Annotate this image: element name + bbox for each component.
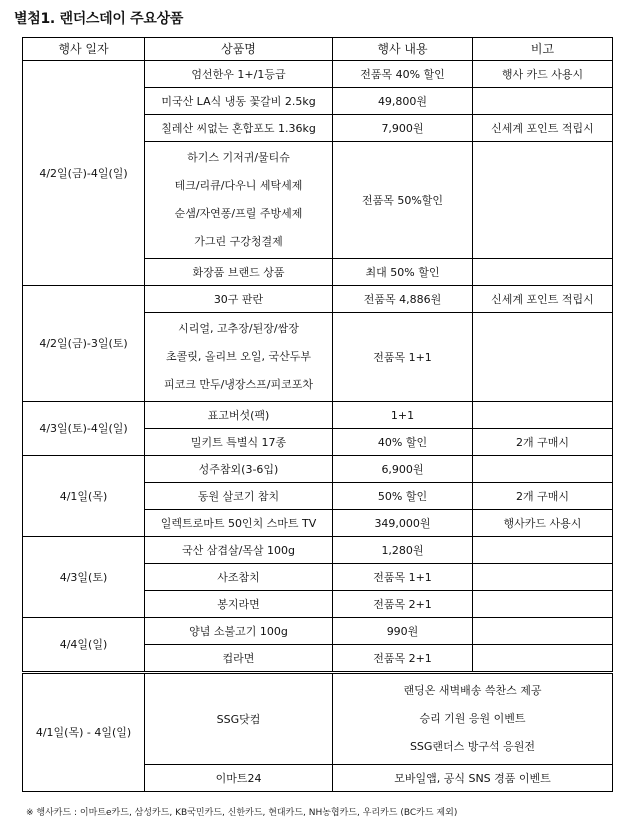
event-cell: 최대 50% 할인 [333,259,473,286]
footnote: ※ 행사카드 : 이마트e카드, 삼성카드, KB국민카드, 신한카드, 현대카드, NH농협카드, 우리카드 (BC카드 제외) [26,808,458,818]
header-event: 행사 내용 [333,38,473,61]
product-cell: 30구 판란 [145,286,333,313]
date-cell: 4/2일(금)-3일(토) [23,286,145,402]
note-cell [473,313,613,402]
note-cell: 2개 구매시 [473,429,613,456]
product-line: 테크/리큐/다우니 세탁세제 [174,179,303,192]
product-cell: 성주참외(3-6입) [145,456,333,483]
event-cell: 1,280원 [333,537,473,564]
note-cell [473,88,613,115]
table-row [23,61,613,88]
event-cell: 전품목 40% 할인 [333,61,473,88]
table-row [23,286,613,313]
product-table [22,37,613,792]
event-cell: 전품목 2+1 [333,591,473,618]
note-cell: 신세계 포인트 적립시 [473,286,613,313]
product-cell: SSG닷컴 [145,673,333,765]
product-cell: 미국산 LA식 냉동 꽃갈비 2.5kg [145,88,333,115]
product-cell: 국산 삼겹살/목살 100g [145,537,333,564]
event-cell: 전품목 4,886원 [333,286,473,313]
event-line: 랜딩온 새벽배송 쓱찬스 제공 [403,684,542,697]
note-cell: 신세계 포인트 적립시 [473,115,613,142]
note-cell: 행사 카드 사용시 [473,61,613,88]
note-cell: 2개 구매시 [473,483,613,510]
product-cell: 표고버섯(팩) [145,402,333,429]
event-cell-multiline [333,673,613,765]
product-line: 초콜릿, 올리브 오일, 국산두부 [166,350,311,363]
note-cell [473,402,613,429]
product-cell: 컵라면 [145,645,333,673]
date-cell: 4/2일(금)-4일(일) [23,61,145,286]
table-row [23,618,613,645]
header-date: 행사 일자 [23,38,145,61]
product-line: 피코크 만두/냉장스프/피코포차 [163,378,314,391]
page-title: 별첨1. 랜더스데이 주요상품 [14,11,184,27]
event-cell: 49,800원 [333,88,473,115]
table-row-online [23,673,613,765]
note-cell [473,142,613,259]
event-cell: 전품목 2+1 [333,645,473,673]
event-cell: 40% 할인 [333,429,473,456]
product-line: 가그린 구강청결제 [194,235,283,248]
date-cell: 4/1일(목) [23,456,145,537]
product-cell: 동원 살코기 참치 [145,483,333,510]
event-cell: 전품목 1+1 [333,564,473,591]
note-cell [473,591,613,618]
note-cell [473,537,613,564]
event-cell: 전품목 1+1 [333,313,473,402]
table-header-row [23,38,613,61]
note-cell: 행사카드 사용시 [473,510,613,537]
table-row [23,402,613,429]
event-cell: 50% 할인 [333,483,473,510]
date-cell: 4/3일(토) [23,537,145,618]
product-cell: 엄선한우 1+/1등급 [145,61,333,88]
product-cell: 화장품 브랜드 상품 [145,259,333,286]
table-row [23,537,613,564]
header-product: 상품명 [145,38,333,61]
event-cell: 990원 [333,618,473,645]
note-cell [473,564,613,591]
event-cell: 6,900원 [333,456,473,483]
event-cell: 1+1 [333,402,473,429]
note-cell [473,456,613,483]
event-line: 승리 기원 응원 이벤트 [419,712,526,725]
product-line: 시리얼, 고추장/된장/쌈장 [178,322,299,335]
note-cell [473,618,613,645]
product-cell: 이마트24 [145,765,333,792]
product-line: 순샘/자연퐁/프릴 주방세제 [174,207,303,220]
date-cell: 4/1일(목) - 4일(일) [23,673,145,792]
product-cell-multiline [145,142,333,259]
date-cell: 4/3일(토)-4일(일) [23,402,145,456]
note-cell [473,259,613,286]
event-cell: 7,900원 [333,115,473,142]
event-cell: 전품목 50%할인 [333,142,473,259]
product-cell: 일렉트로마트 50인치 스마트 TV [145,510,333,537]
product-cell: 양념 소불고기 100g [145,618,333,645]
date-cell: 4/4일(일) [23,618,145,673]
event-line: SSG랜더스 방구석 응원전 [409,740,536,753]
table-row [23,456,613,483]
header-note: 비고 [473,38,613,61]
product-cell-multiline [145,313,333,402]
product-line: 하기스 기저귀/물티슈 [187,151,290,164]
product-cell: 밀키트 특별식 17종 [145,429,333,456]
event-cell: 349,000원 [333,510,473,537]
product-cell: 사조참치 [145,564,333,591]
event-cell: 모바일앱, 공식 SNS 경품 이벤트 [333,765,613,792]
note-cell [473,645,613,673]
product-cell: 봉지라면 [145,591,333,618]
product-cell: 칠레산 씨없는 혼합포도 1.36kg [145,115,333,142]
